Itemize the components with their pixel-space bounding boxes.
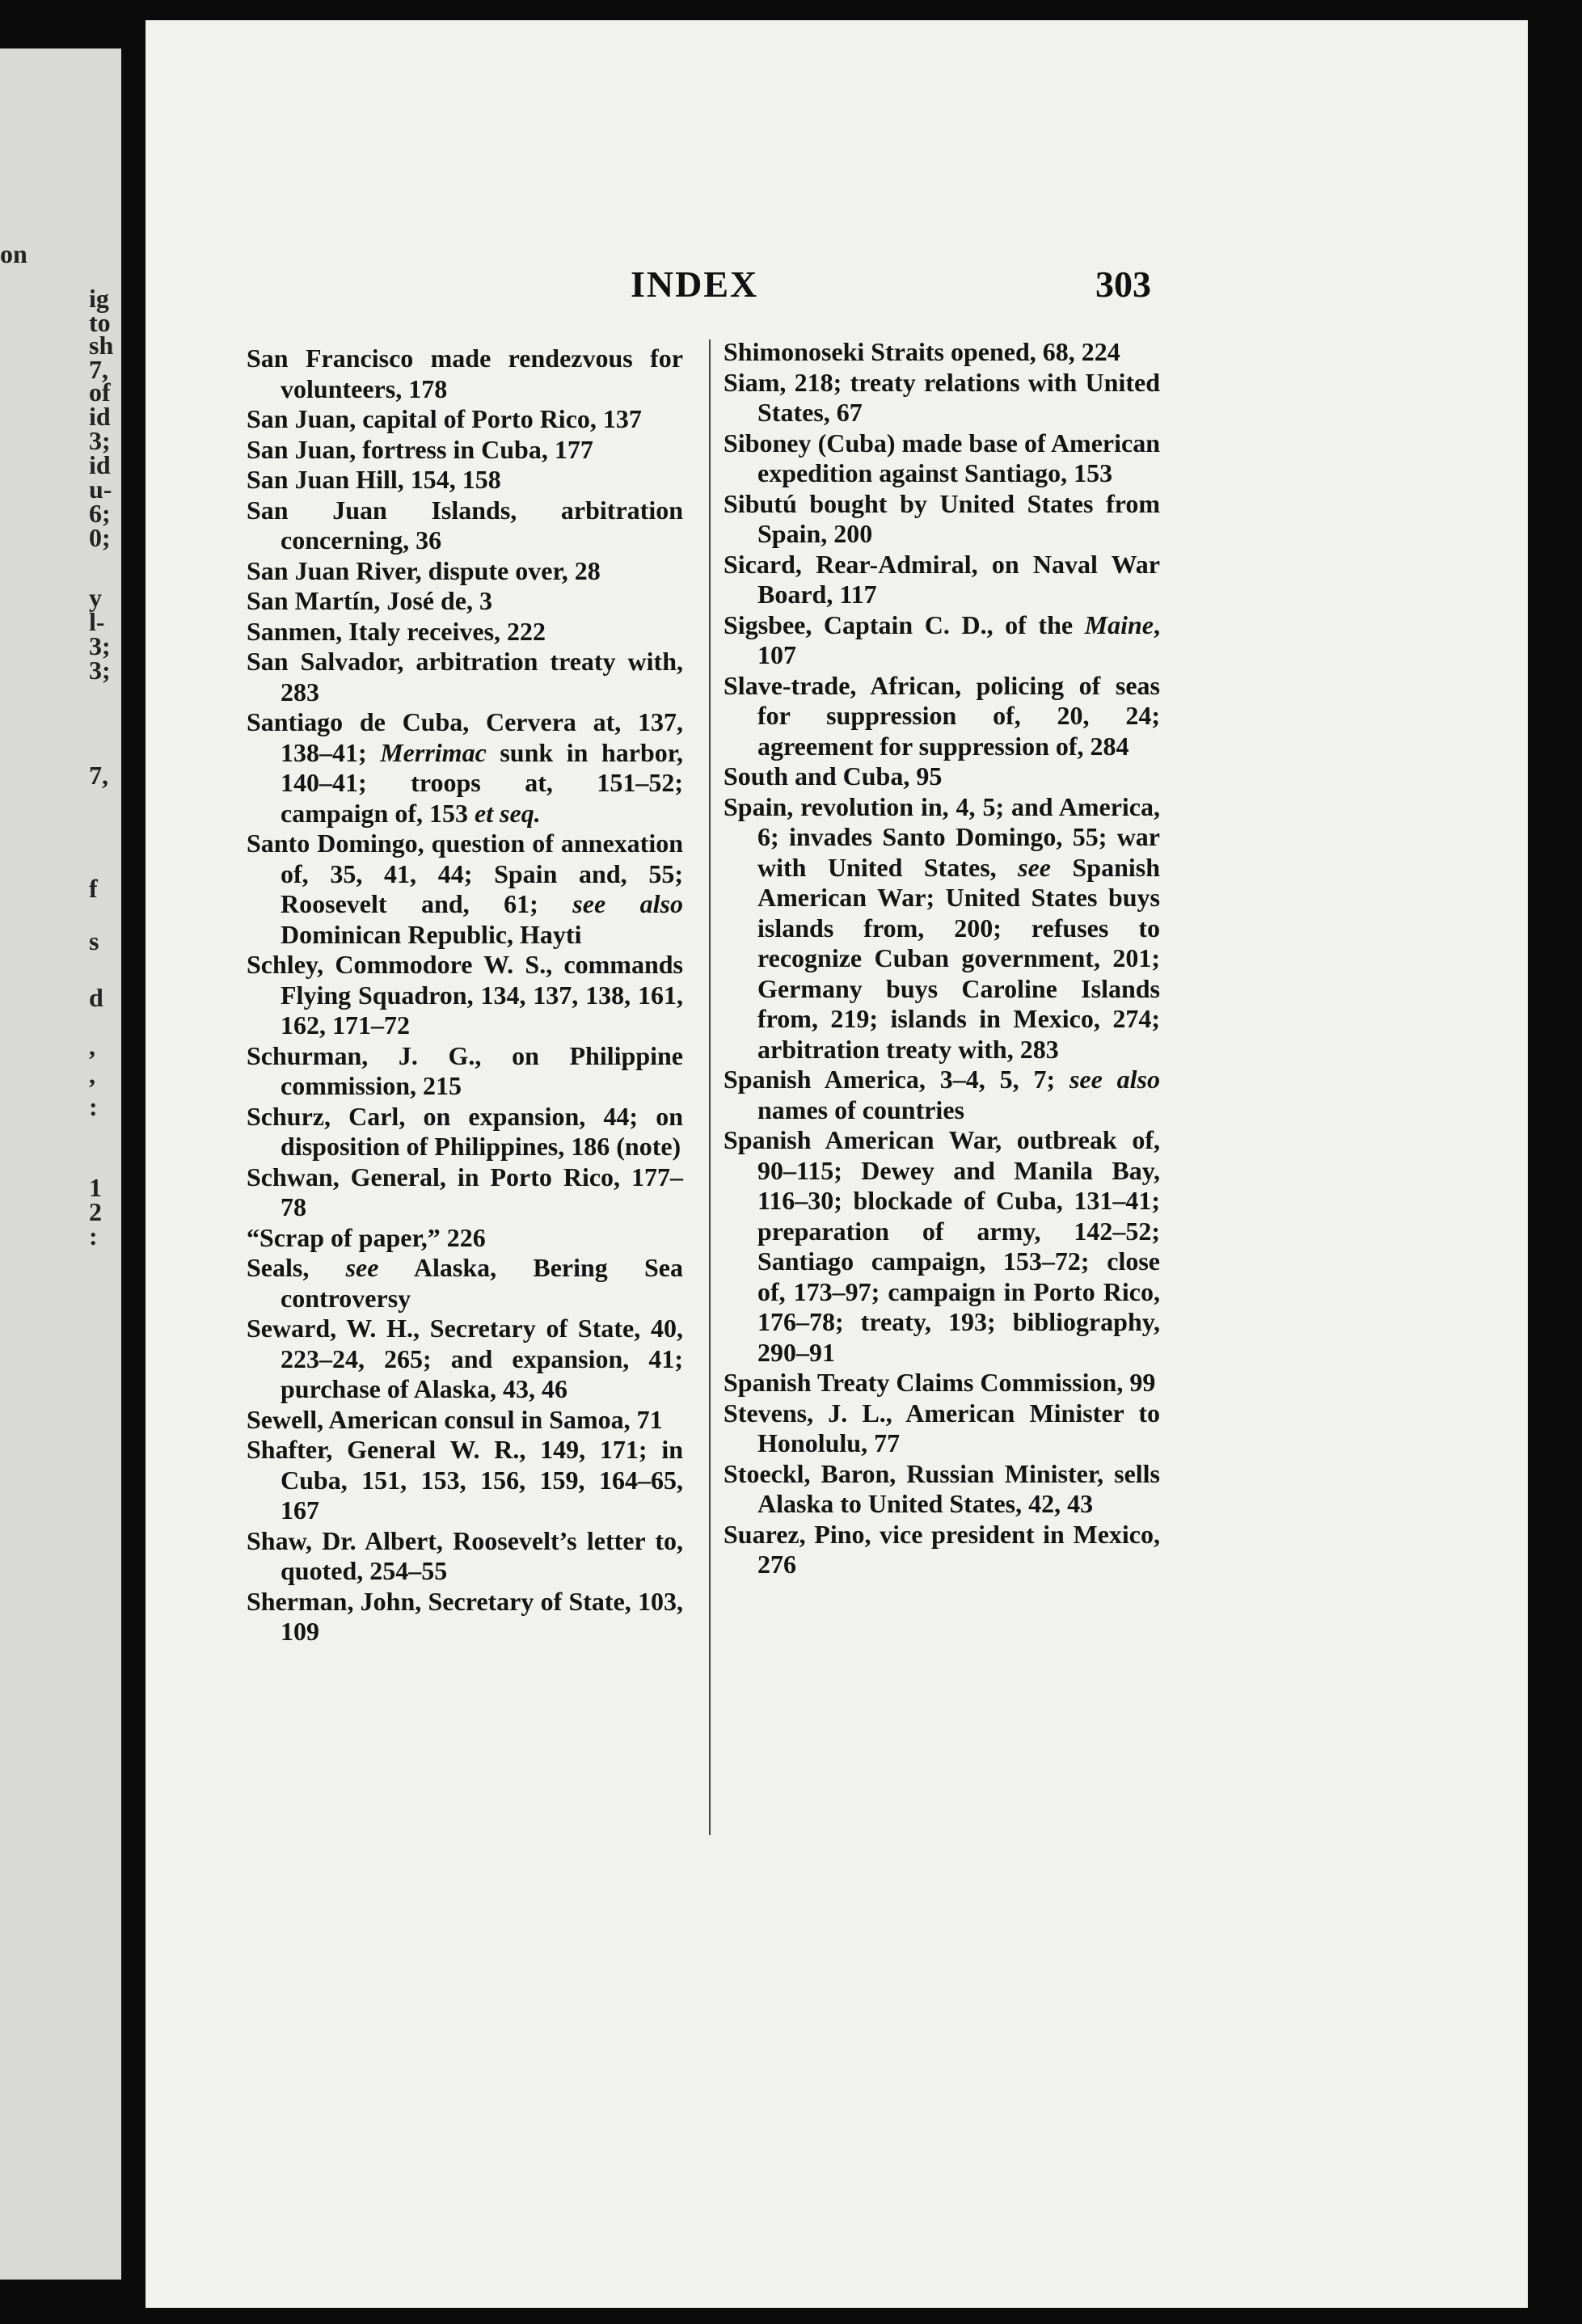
index-entry: Spanish American War, outbreak of, 90–115; Dewey and Manila Bay, 116–30; blockade of Cuba, 131–41; preparation of army, 142–52; Santiago campaign, 153–72; close of, 173–97; campaign in Porto Rico, 176–78; treaty, 193; bibliography, 290–91 bbox=[724, 1125, 1160, 1367]
index-entry: Spanish Treaty Claims Commission, 99 bbox=[724, 1368, 1156, 1397]
left-page-fragment: , bbox=[89, 1060, 95, 1089]
index-entry: San Juan, fortress in Cuba, 177 bbox=[247, 434, 593, 464]
index-entry: Shaw, Dr. Albert, Roosevelt’s letter to, quoted, 254–55 bbox=[247, 1525, 683, 1585]
index-entry: Suarez, Pino, vice president in Mexico, 276 bbox=[724, 1519, 1160, 1579]
index-entry: San Salvador, arbitration treaty with, 283 bbox=[247, 647, 683, 706]
left-page-fragment: 7, bbox=[89, 761, 108, 790]
index-entry: San Juan Hill, 154, 158 bbox=[247, 465, 501, 494]
column-divider bbox=[709, 340, 711, 1835]
left-page-fragment: sh bbox=[89, 331, 114, 360]
index-entry: Spain, revolution in, 4, 5; and America, 6; invades Santo Domingo, 55; war with United States, see Spanish American War; United States buys islands from, 200; refuses to recognize Cuban government, 201; Germany buys Caroline Islands from, 219; islands in Mexico, 274; arbitration treaty with, 283 bbox=[724, 791, 1160, 1064]
index-page bbox=[146, 20, 1528, 2308]
left-page-fragment: on bbox=[0, 239, 27, 268]
index-entry: “Scrap of paper,” 226 bbox=[247, 1222, 486, 1252]
index-column-left bbox=[247, 344, 683, 1647]
left-page-fragment: 2 bbox=[89, 1197, 102, 1226]
left-page-fragment: y bbox=[89, 583, 102, 612]
index-entry: Schurz, Carl, on expansion, 44; on disposition of Philippines, 186 (note) bbox=[247, 1101, 683, 1161]
index-entry: Spanish America, 3–4, 5, 7; see also names of countries bbox=[724, 1065, 1161, 1124]
index-entry: Sherman, John, Secretary of State, 103, 109 bbox=[247, 1586, 683, 1646]
index-entry: Sibutú bought by United States from Spain, 200 bbox=[724, 488, 1160, 548]
index-entry: Santo Domingo, question of annexation of, 35, 41, 44; Spain and, 55; Roosevelt and, 61; see also Dominican Republic, Hayti bbox=[247, 829, 684, 949]
left-page-fragment: s bbox=[89, 926, 99, 955]
index-entry: San Juan Islands, arbitration concerning, 36 bbox=[247, 495, 683, 555]
index-entry: Seward, W. H., Secretary of State, 40, 223–24, 265; and expansion, 41; purchase of Alaska, 43, 46 bbox=[247, 1314, 683, 1403]
index-entry: San Juan, capital of Porto Rico, 137 bbox=[247, 404, 642, 433]
index-entry: Siam, 218; treaty relations with United States, 67 bbox=[724, 367, 1160, 427]
index-entry: Shafter, General W. R., 149, 171; in Cuba, 151, 153, 156, 159, 164–65, 167 bbox=[247, 1435, 683, 1525]
left-page-fragment: : bbox=[89, 1092, 98, 1121]
left-page-fragment: 6; bbox=[89, 499, 111, 528]
index-entry: Seals, see Alaska, Bering Sea controversy bbox=[247, 1253, 683, 1313]
book-spine bbox=[121, 0, 146, 2324]
index-entry: Siboney (Cuba) made base of American expedition against Santiago, 153 bbox=[724, 428, 1160, 487]
left-page-fragment: 3; bbox=[89, 656, 111, 685]
index-entry: Slave-trade, African, policing of seas for suppression of, 20, 24; agreement for suppression of, 284 bbox=[724, 670, 1160, 761]
left-page-fragment: id bbox=[89, 402, 111, 431]
index-entry: Schurman, J. G., on Philippine commission, 215 bbox=[247, 1040, 683, 1100]
left-page-fragment: , bbox=[89, 1031, 95, 1061]
left-page-fragment: f bbox=[89, 874, 98, 903]
index-entry: San Juan River, dispute over, 28 bbox=[247, 555, 601, 585]
index-entry: San Martín, José de, 3 bbox=[247, 586, 492, 615]
page-number: 303 bbox=[1095, 264, 1151, 305]
left-page-fragment: d bbox=[89, 983, 103, 1012]
index-entry: Sanmen, Italy receives, 222 bbox=[247, 616, 546, 646]
left-page-fragment: 3; bbox=[89, 631, 111, 660]
index-entry: South and Cuba, 95 bbox=[724, 761, 943, 791]
left-page-fragment: l- bbox=[89, 607, 105, 636]
index-entry: Schley, Commodore W. S., commands Flying Squadron, 134, 137, 138, 161, 162, 171–72 bbox=[247, 950, 683, 1040]
index-entry: Sewell, American consul in Samoa, 71 bbox=[247, 1404, 663, 1434]
index-entry: Shimonoseki Straits opened, 68, 224 bbox=[724, 337, 1120, 366]
left-page-fragment: id bbox=[89, 450, 111, 479]
left-page-fragment: 3; bbox=[89, 426, 111, 455]
left-page-fragment: 1 bbox=[89, 1173, 102, 1202]
page-header bbox=[146, 263, 1528, 311]
index-entry: Stoeckl, Baron, Russian Minister, sells Alaska to United States, 42, 43 bbox=[724, 1458, 1160, 1518]
left-page-fragment: 0; bbox=[89, 523, 111, 552]
left-page-edge bbox=[0, 49, 121, 2280]
index-entry: Sicard, Rear-Admiral, on Naval War Board, 117 bbox=[724, 549, 1160, 609]
index-entry: Santiago de Cuba, Cervera at, 137, 138–41; Merrimac sunk in harbor, 140–41; troops at, 151–52; campaign of, 153 et seq. bbox=[247, 707, 684, 828]
left-page-fragment: : bbox=[89, 1221, 98, 1251]
left-page-fragment: of bbox=[89, 377, 111, 407]
left-page-fragment: u- bbox=[89, 475, 112, 504]
left-page-text-fragments bbox=[0, 49, 121, 2280]
page-title: INDEX bbox=[631, 264, 759, 305]
index-entry: Stevens, J. L., American Minister to Honolulu, 77 bbox=[724, 1398, 1160, 1457]
index-entry: Schwan, General, in Porto Rico, 177–78 bbox=[247, 1162, 683, 1221]
index-entry: San Francisco made rendezvous for volunteers, 178 bbox=[247, 344, 683, 403]
index-entry: Sigsbee, Captain C. D., of the Maine, 107 bbox=[724, 609, 1160, 669]
left-page-fragment: to bbox=[89, 308, 111, 337]
left-page-fragment: 7, bbox=[89, 355, 108, 384]
index-column-right bbox=[724, 337, 1160, 1580]
left-page-fragment: ig bbox=[89, 284, 109, 313]
